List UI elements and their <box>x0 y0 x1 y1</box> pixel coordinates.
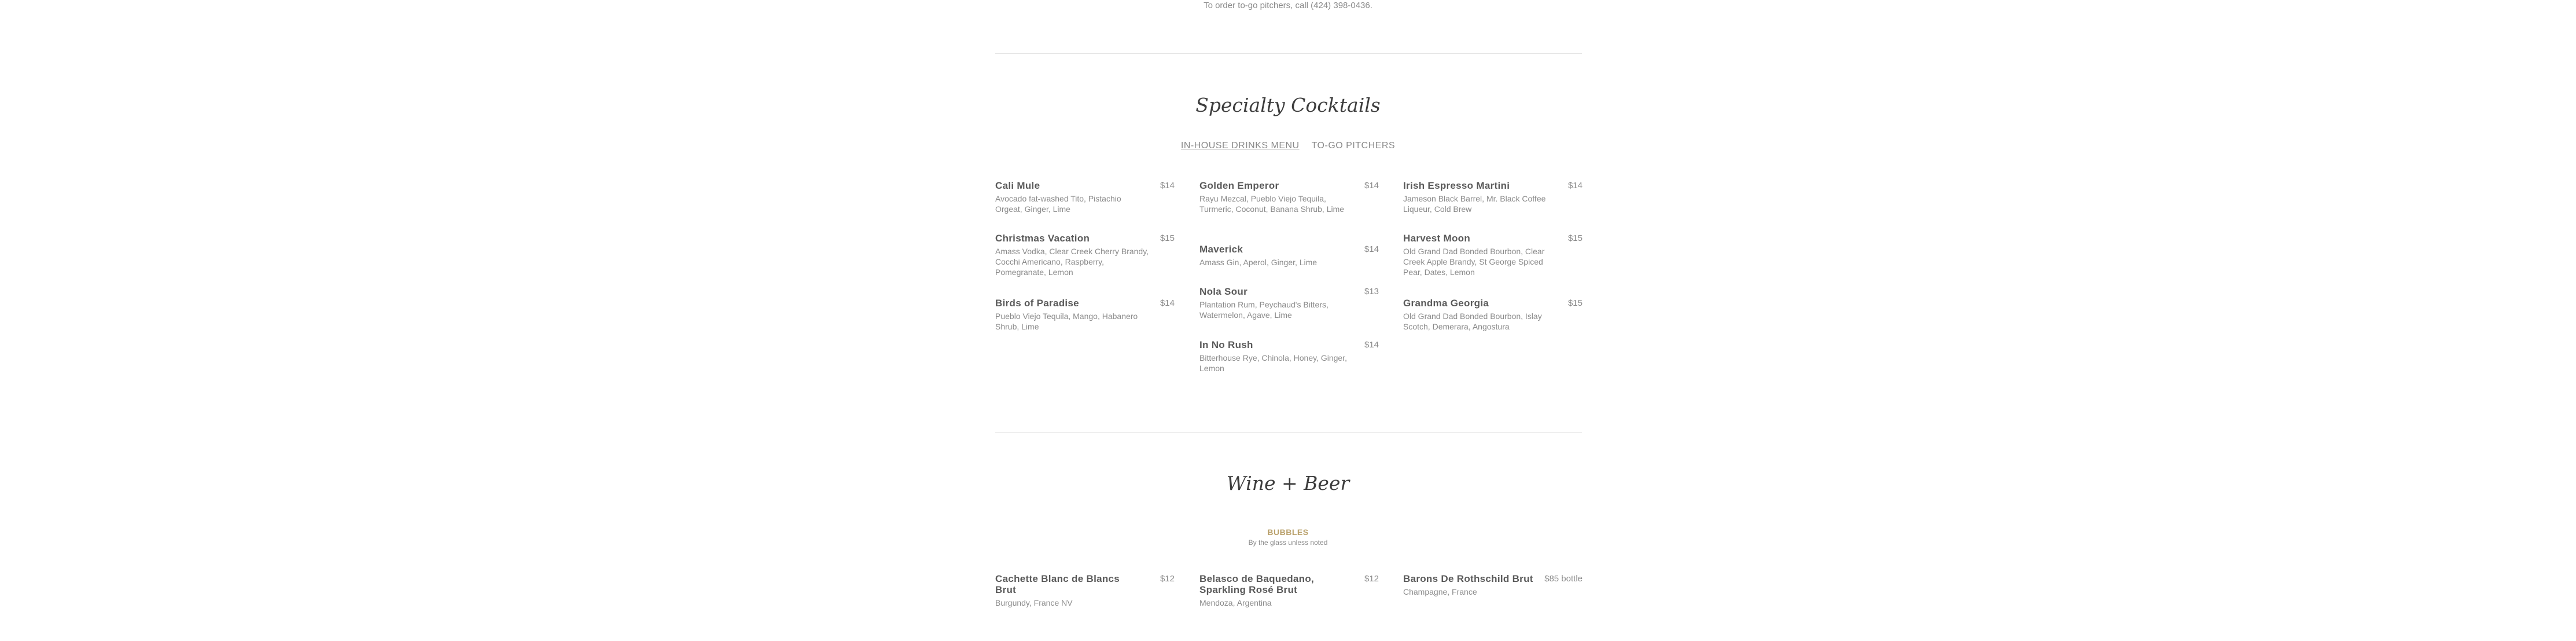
menu-item <box>995 573 1175 608</box>
item-name: Golden Emperor <box>1199 180 1279 191</box>
item-description: Jameson Black Barrel, Mr. Black Coffee Liqueur, Cold Brew <box>1403 194 1546 214</box>
item-price: $12 <box>1364 574 1379 584</box>
item-price: $85 bottle <box>1544 574 1583 584</box>
item-price: $15 <box>1567 233 1583 243</box>
item-price: $14 <box>1567 181 1583 191</box>
item-name: Cachette Blanc de Blancs Brut <box>995 573 1120 595</box>
item-name: Christmas Vacation <box>995 233 1090 244</box>
section-heading-wine-beer: Wine + Beer <box>1226 472 1350 495</box>
item-name: Grandma Georgia <box>1403 298 1489 309</box>
section-heading-cocktails: Specialty Cocktails <box>1195 94 1381 116</box>
item-price: $14 <box>1160 298 1175 308</box>
item-name: Birds of Paradise <box>995 298 1079 309</box>
item-name: Cali Mule <box>995 180 1040 191</box>
menu-item <box>1199 339 1379 373</box>
item-description: Plantation Rum, Peychaud's Bitters, Watermelon, Agave, Lime <box>1199 300 1329 320</box>
item-price: $14 <box>1160 181 1175 191</box>
menu-tabs <box>0 141 2576 151</box>
item-name: Harvest Moon <box>1403 233 1471 244</box>
item-price: $14 <box>1364 181 1379 191</box>
menu-item <box>1199 180 1379 214</box>
item-description: Pueblo Viejo Tequila, Mango, Habanero Shrub, Lime <box>995 312 1138 331</box>
item-description: Mendoza, Argentina <box>1199 598 1272 607</box>
item-description: Bitterhouse Rye, Chinola, Honey, Ginger, Lemon <box>1199 353 1347 373</box>
item-name: Nola Sour <box>1199 286 1247 297</box>
item-description: Avocado fat-washed Tito, Pistachio Orgeat, Ginger, Lime <box>995 194 1121 214</box>
item-price: $12 <box>1160 574 1175 584</box>
item-description: Burgundy, France NV <box>995 598 1073 607</box>
tab-to-go-pitchers[interactable]: TO-GO PITCHERS <box>1311 141 1396 151</box>
item-description: Amass Gin, Aperol, Ginger, Lime <box>1199 258 1318 267</box>
item-description: Amass Vodka, Clear Creek Cherry Brandy, Cocchi Americano, Raspberry, Pomegranate, Lemon <box>995 247 1149 277</box>
subsection-title-bubbles: BUBBLES <box>1267 528 1309 537</box>
item-price: $15 <box>1160 233 1175 243</box>
item-description: Old Grand Dad Bonded Bourbon, Islay Scotch, Demerara, Angostura <box>1403 312 1542 331</box>
item-name: Belasco de Baquedano, Sparkling Rosé Brut <box>1199 573 1315 595</box>
divider <box>995 53 1582 54</box>
item-description: Old Grand Dad Bonded Bourbon, Clear Creek Apple Brandy, St George Spiced Pear, Dates, Lemon <box>1403 247 1545 277</box>
item-price: $13 <box>1364 287 1379 296</box>
menu-item <box>1199 244 1379 268</box>
menu-item <box>1199 286 1379 320</box>
to-go-notice: To order to-go pitchers, call (424) 398-0436. <box>1204 1 1372 10</box>
item-name: Irish Espresso Martini <box>1403 180 1510 191</box>
menu-item <box>1403 233 1583 277</box>
menu-item <box>995 233 1175 277</box>
menu-item <box>1403 180 1583 214</box>
item-price: $14 <box>1364 340 1379 350</box>
item-name: In No Rush <box>1199 339 1253 350</box>
item-name: Maverick <box>1199 244 1243 255</box>
menu-item <box>995 298 1175 332</box>
subsection-note: By the glass unless noted <box>1248 539 1328 547</box>
menu-item <box>995 180 1175 214</box>
item-name: Barons De Rothschild Brut <box>1403 573 1533 584</box>
item-description: Rayu Mezcal, Pueblo Viejo Tequila, Turmeric, Coconut, Banana Shrub, Lime <box>1199 194 1345 214</box>
item-price: $14 <box>1364 244 1379 254</box>
menu-item <box>1403 573 1583 597</box>
menu-item <box>1403 298 1583 332</box>
item-description: Champagne, France <box>1403 587 1477 596</box>
tab-in-house-drinks[interactable]: IN-HOUSE DRINKS MENU <box>1180 141 1300 151</box>
menu-item <box>1199 573 1379 608</box>
divider <box>995 432 1582 433</box>
item-price: $15 <box>1567 298 1583 308</box>
